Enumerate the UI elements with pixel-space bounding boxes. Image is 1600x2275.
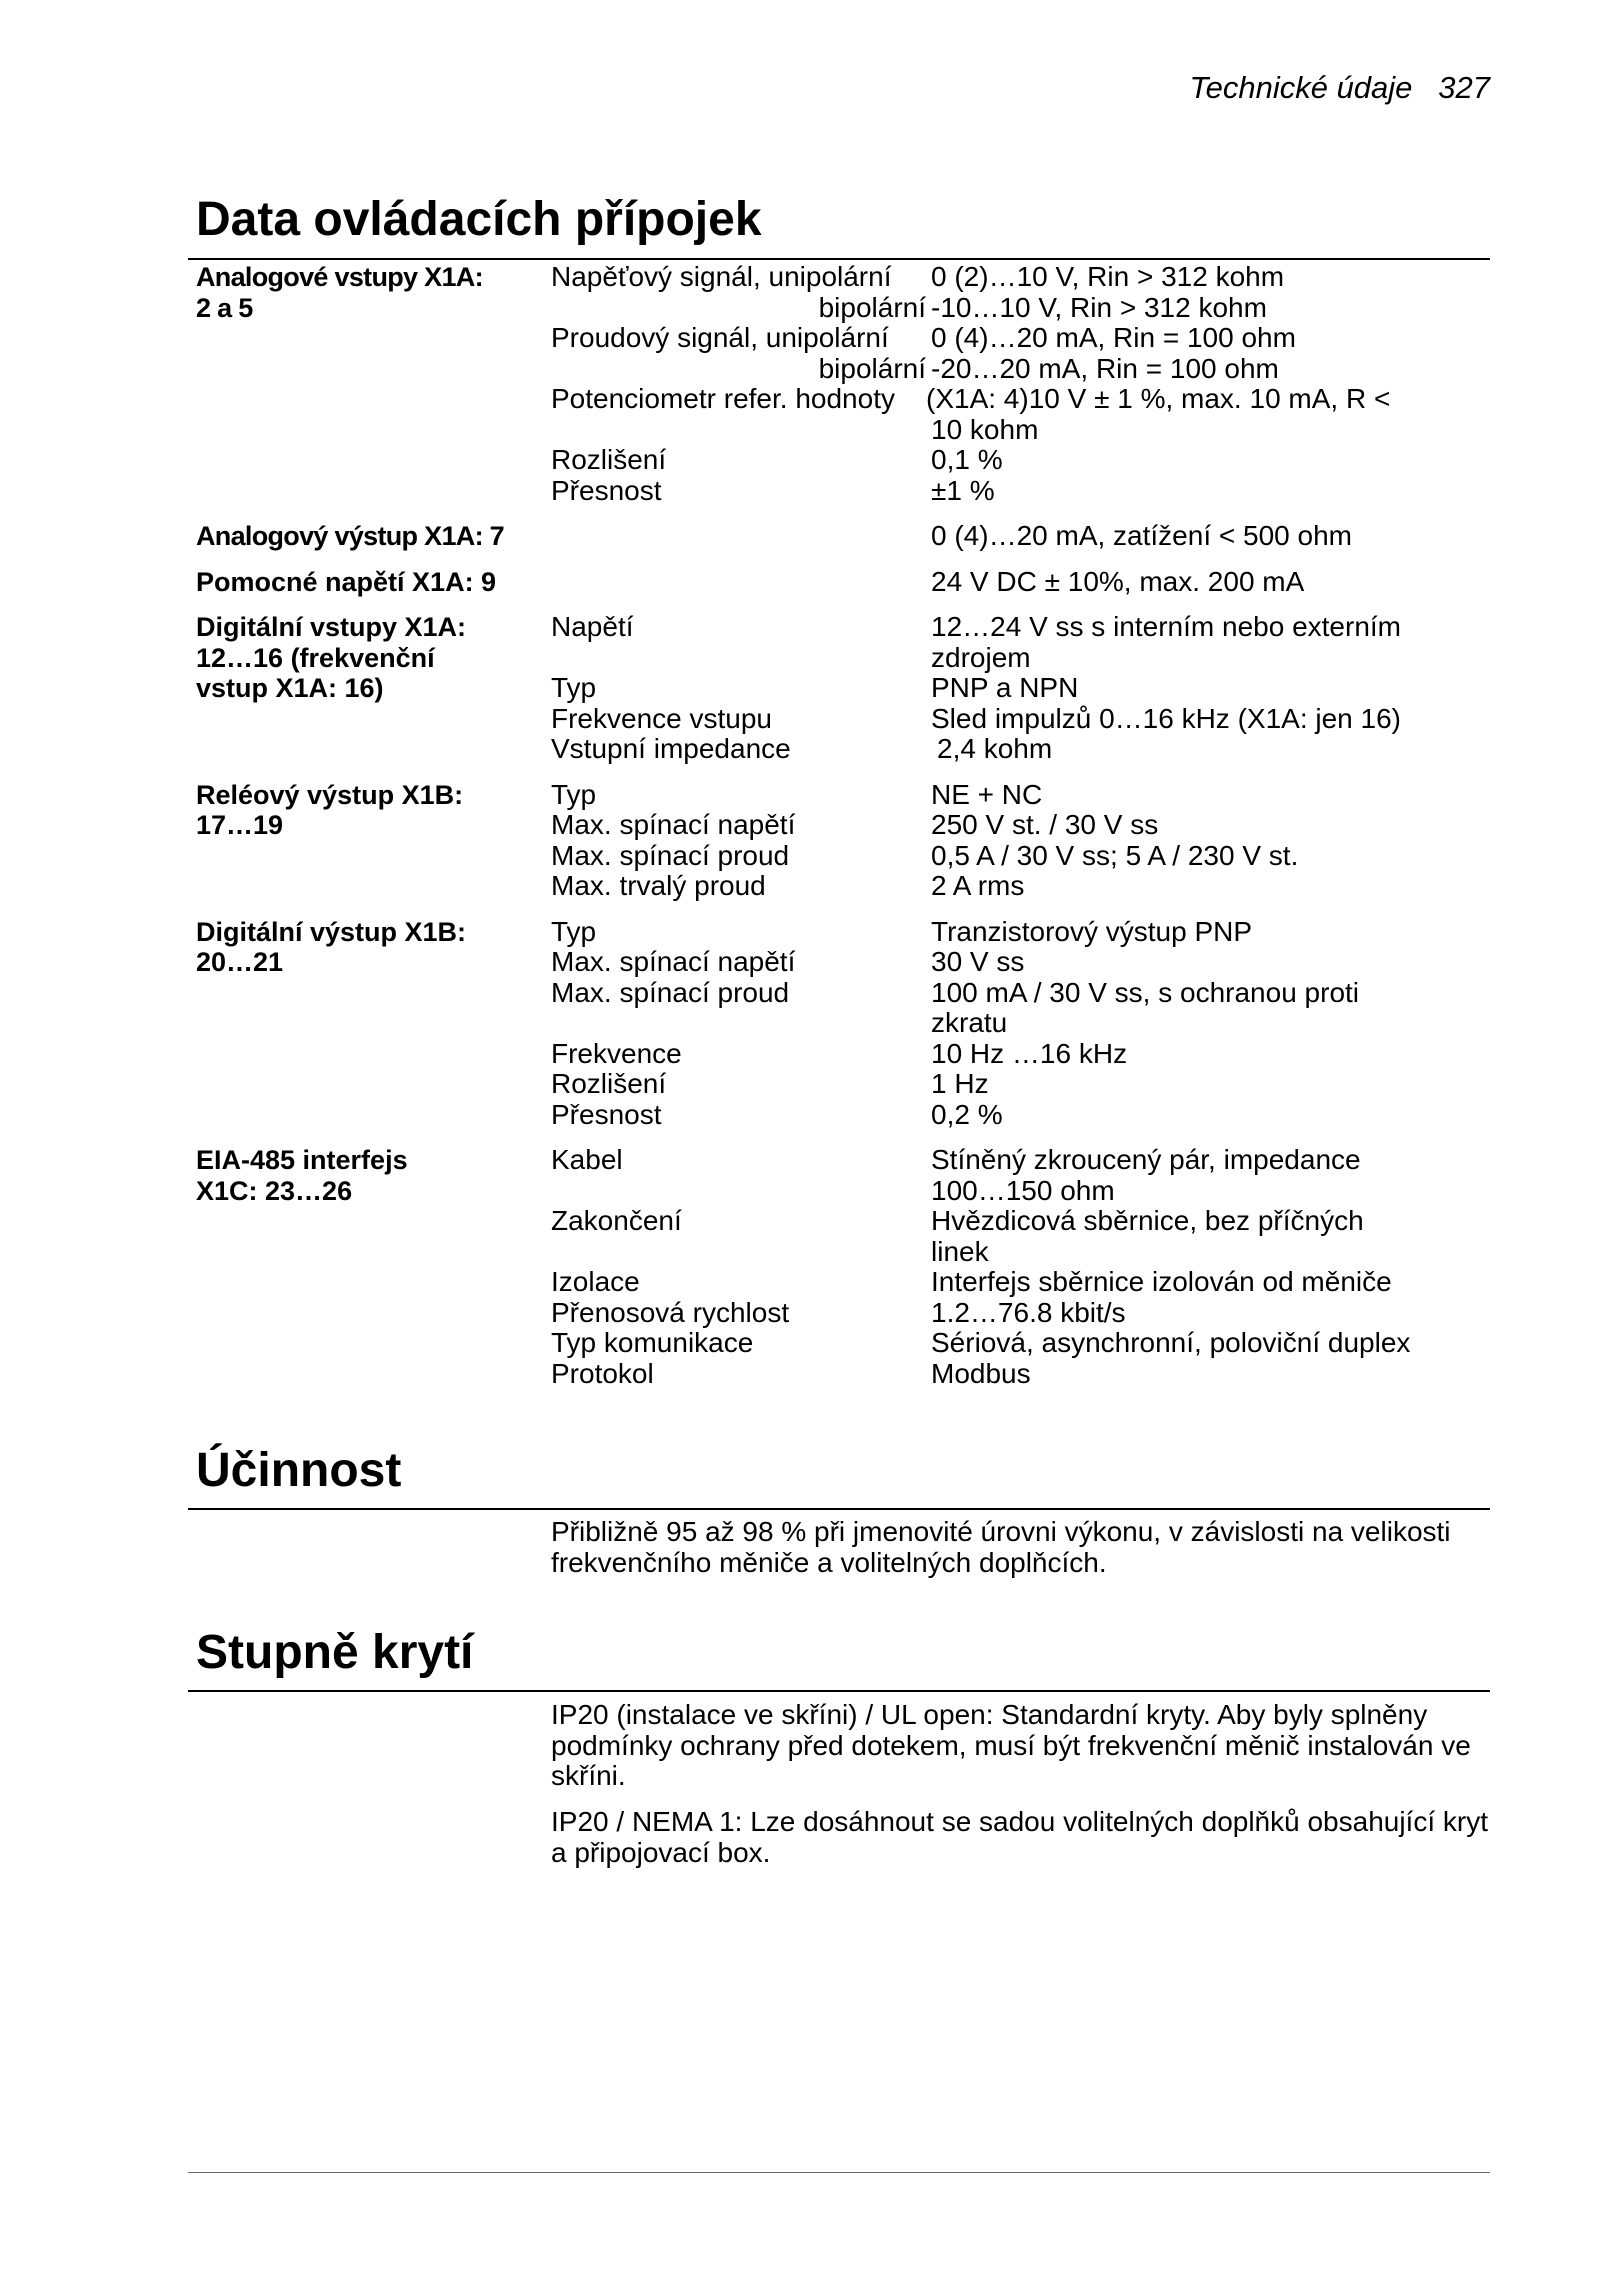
value-cell: 0 (4)…20 mA, zatížení < 500 ohm — [931, 520, 1352, 551]
section-rule — [188, 1690, 1490, 1692]
param-cell: Proudový signál, unipolární — [551, 322, 889, 353]
value-cell: 10 kohm — [931, 413, 1039, 445]
param-cell: Rozlišení — [551, 1068, 667, 1099]
param-cell: Typ komunikace — [551, 1327, 754, 1358]
value-cell: 0 (4)…20 mA, Rin = 100 ohm — [931, 322, 1296, 353]
value-cell: -20…20 mA, Rin = 100 ohm — [931, 352, 1279, 384]
param-cell: Max. trvalý proud — [551, 870, 766, 901]
value-cell: linek — [931, 1235, 989, 1267]
param-cell: Max. spínací proud — [551, 839, 790, 871]
table-row-group — [196, 917, 1496, 1131]
value-cell: NE + NC — [931, 778, 1043, 810]
page-number: 327 — [1438, 70, 1490, 105]
control-data-table — [196, 262, 1496, 1404]
table-row — [196, 978, 1496, 1009]
value-cell: PNP a NPN — [931, 672, 1079, 703]
param-cell: Frekvence vstupu — [551, 702, 772, 734]
value-cell: 1 Hz — [931, 1068, 989, 1099]
group-label: Digitální výstup X1B: 20…21 — [196, 916, 467, 977]
param-cell: Napěťový signál, unipolární — [551, 261, 892, 292]
group-label: EIA-485 interfejs X1C: 23…26 — [196, 1145, 408, 1206]
value-cell: 0 (2)…10 V, Rin > 312 kohm — [931, 261, 1285, 292]
param-cell — [551, 1008, 931, 1039]
table-row — [196, 1298, 1496, 1329]
param-cell: Přesnost — [551, 1098, 662, 1130]
table-row — [196, 445, 1496, 476]
table-row-group — [196, 612, 1496, 765]
running-header — [1190, 70, 1490, 106]
table-row — [196, 1328, 1496, 1359]
group-label: Digitální vstupy X1A: 12…16 (frekvenční vstup X1A: 16) — [196, 612, 467, 703]
table-row — [196, 476, 1496, 507]
protection-paragraph: IP20 / NEMA 1: Lze dosáhnout se sadou volitelných doplňků obsahující kryt a připojovací box. — [551, 1806, 1489, 1868]
table-row-group — [196, 1145, 1496, 1389]
value-cell: Interfejs sběrnice izolován od měniče — [931, 1266, 1392, 1297]
footer-rule — [188, 2172, 1490, 2173]
table-row — [196, 354, 1496, 385]
section-title-efficiency: Účinnost — [196, 1444, 402, 1497]
param-cell: Napětí — [551, 611, 634, 642]
value-cell: 2,4 kohm — [937, 733, 1053, 764]
param-cell: Zakončení — [551, 1205, 682, 1236]
param-cell: Typ — [551, 778, 597, 810]
group-label: Pomocné napětí X1A: 9 — [196, 566, 497, 597]
table-row-group — [196, 780, 1496, 902]
value-cell: -10…10 V, Rin > 312 kohm — [931, 291, 1267, 323]
value-cell: Sled impulzů 0…16 kHz (X1A: jen 16) — [931, 702, 1401, 734]
value-cell: (X1A: 4)10 V ± 1 %, max. 10 mA, R < — [926, 383, 1391, 414]
table-row — [196, 1008, 1496, 1039]
param-cell: Max. spínací napětí — [551, 809, 796, 840]
table-row — [196, 1237, 1496, 1268]
param-cell: Potenciometr refer. hodnoty — [551, 383, 895, 414]
param-cell: bipolární — [818, 291, 926, 323]
table-row — [196, 871, 1496, 902]
efficiency-text: Přibližně 95 až 98 % při jmenovité úrovni výkonu, v závislosti na velikosti frekvenčního měniče a volitelných doplňcích. — [551, 1516, 1451, 1578]
table-row — [196, 1206, 1496, 1237]
group-label: Reléový výstup X1B: 17…19 — [196, 779, 464, 840]
section-rule — [188, 1508, 1490, 1510]
table-row-group — [196, 567, 1496, 598]
value-cell: zdrojem — [931, 641, 1031, 673]
table-row — [196, 415, 1496, 446]
param-cell: Frekvence — [551, 1037, 682, 1069]
value-cell: ±1 % — [931, 474, 995, 506]
table-row — [196, 1100, 1496, 1131]
param-cell: Max. spínací proud — [551, 976, 790, 1008]
table-row — [196, 841, 1496, 872]
param-cell: Typ — [551, 672, 597, 703]
protection-paragraph: IP20 (instalace ve skříni) / UL open: Standardní kryty. Aby byly splněny podmínky ochrany před dotekem, musí být frekvenční měnič instalován ve skříni. — [551, 1699, 1471, 1791]
value-cell: 24 V DC ± 10%, max. 200 mA — [931, 565, 1305, 597]
group-label: Analogové vstupy X1A: 2 a 5 — [196, 262, 483, 323]
section-title-control-data: Data ovládacích přípojek — [196, 193, 762, 246]
section-rule — [188, 258, 1490, 260]
param-cell: Max. spínací napětí — [551, 946, 796, 977]
param-cell — [551, 567, 931, 598]
value-cell: Tranzistorový výstup PNP — [931, 915, 1253, 947]
value-cell: 12…24 V ss s interním nebo externím — [931, 611, 1401, 642]
value-cell: 30 V ss — [931, 946, 1025, 977]
table-row — [196, 1069, 1496, 1100]
param-cell — [551, 521, 931, 552]
param-cell: Vstupní impedance — [551, 733, 791, 764]
param-cell — [551, 643, 931, 674]
param-cell: Izolace — [551, 1266, 640, 1297]
param-cell: Přesnost — [551, 474, 662, 506]
table-row-group — [196, 521, 1496, 552]
value-cell: 2 A rms — [931, 870, 1025, 901]
param-cell — [551, 1237, 931, 1268]
param-cell — [551, 1176, 931, 1207]
param-cell: Protokol — [551, 1357, 654, 1389]
value-cell: 0,1 % — [931, 444, 1003, 475]
param-cell: Typ — [551, 915, 597, 947]
value-cell: Modbus — [931, 1357, 1031, 1389]
table-row — [196, 1039, 1496, 1070]
value-cell: Hvězdicová sběrnice, bez příčných — [931, 1205, 1364, 1236]
value-cell: 100…150 ohm — [931, 1174, 1115, 1206]
value-cell: 250 V st. / 30 V ss — [931, 809, 1159, 840]
value-cell: zkratu — [931, 1007, 1008, 1038]
param-cell — [551, 415, 931, 446]
header-section: Technické údaje — [1189, 70, 1413, 105]
section-title-protection: Stupně krytí — [196, 1626, 474, 1679]
table-row — [196, 1267, 1496, 1298]
table-row-group — [196, 262, 1496, 506]
param-cell: Přenosová rychlost — [551, 1296, 790, 1328]
table-row — [196, 1359, 1496, 1390]
group-label: Analogový výstup X1A: 7 — [196, 521, 504, 551]
param-cell: Rozlišení — [551, 444, 667, 475]
param-cell: bipolární — [818, 352, 926, 384]
value-cell: 0,5 A / 30 V ss; 5 A / 230 V st. — [931, 839, 1299, 871]
table-row — [196, 323, 1496, 354]
param-cell: Kabel — [551, 1144, 623, 1175]
value-cell: 100 mA / 30 V ss, s ochranou proti — [931, 976, 1360, 1008]
value-cell: 10 Hz …16 kHz — [931, 1037, 1128, 1069]
table-row — [196, 704, 1496, 735]
table-row — [196, 384, 1496, 415]
value-cell: Stíněný zkroucený pár, impedance — [931, 1144, 1361, 1175]
table-row — [196, 734, 1496, 765]
value-cell: 1.2…76.8 kbit/s — [931, 1296, 1126, 1328]
value-cell: Sériová, asynchronní, poloviční duplex — [931, 1327, 1411, 1358]
value-cell: 0,2 % — [931, 1098, 1003, 1130]
